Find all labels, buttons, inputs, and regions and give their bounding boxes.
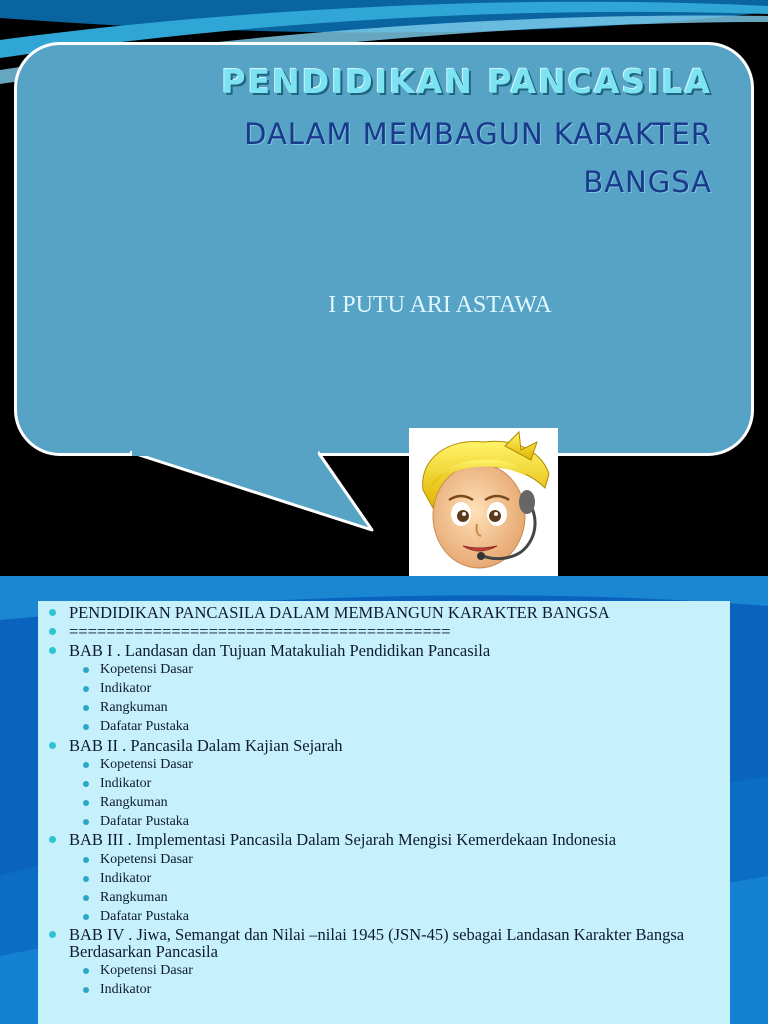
outline-item-text: Rangkuman [100, 700, 168, 716]
contents-slide [0, 576, 768, 1024]
outline-item-text: Kopetensi Dasar [100, 963, 193, 979]
bullet-icon [83, 895, 89, 901]
outline-item-text: Dafatar Pustaka [100, 719, 190, 735]
table-of-contents [46, 603, 726, 998]
outline-item-text: Dafatar Pustaka [100, 908, 190, 924]
contents-panel [38, 601, 730, 1024]
cartoon-girl-headset-icon [409, 428, 558, 576]
bullet-icon [83, 724, 89, 730]
bullet-icon [49, 931, 56, 938]
outline-item [46, 640, 726, 660]
bullet-icon [83, 781, 89, 787]
outline-subitem [46, 757, 726, 773]
outline-item-text: Indikator [100, 681, 152, 697]
outline-item-text: ========================================= [69, 622, 451, 642]
outline-subitem [46, 795, 726, 811]
outline-subitem [46, 982, 726, 998]
outline-subitem [46, 662, 726, 678]
bullet-icon [83, 762, 89, 768]
outline-item-text: Kopetensi Dasar [100, 757, 193, 773]
outline-item-text: Rangkuman [100, 889, 168, 905]
subtitle-line-1: DALAM MEMBAGUN KARAKTER [244, 117, 712, 151]
bullet-icon [83, 987, 89, 993]
outline-subitem [46, 871, 726, 887]
outline-item [46, 832, 726, 849]
outline-item-text: PENDIDIKAN PANCASILA DALAM MEMBANGUN KARAKTER BANGSA [69, 603, 610, 623]
outline-item [46, 605, 726, 622]
bullet-icon [49, 609, 56, 616]
bullet-icon [83, 800, 89, 806]
outline-subitem [46, 890, 726, 906]
subtitle-line-2: BANGSA [583, 165, 712, 199]
outline-subitem [46, 700, 726, 716]
outline-item-text: BAB IV . Jiwa, Semangat dan Nilai –nilai 1945 (JSN-45) sebagai Landasan Karakter Bangsa Berdasarkan Pancasila [69, 925, 685, 961]
outline-subitem [46, 909, 726, 925]
bullet-icon [83, 819, 89, 825]
outline-item-text: Kopetensi Dasar [100, 851, 193, 867]
bullet-icon [83, 686, 89, 692]
outline-item-text: Indikator [100, 776, 152, 792]
outline-item [46, 927, 726, 960]
bullet-icon [49, 742, 56, 749]
bullet-icon [49, 628, 56, 635]
bullet-icon [83, 667, 89, 673]
bullet-icon [83, 968, 89, 974]
bullet-icon [49, 836, 56, 843]
outline-item-text: Kopetensi Dasar [100, 662, 193, 678]
outline-item-text: Dafatar Pustaka [100, 814, 190, 830]
outline-item-text: BAB III . Implementasi Pancasila Dalam Sejarah Mengisi Kemerdekaan Indonesia [69, 830, 617, 850]
outline-item-text: BAB I . Landasan dan Tujuan Matakuliah Pendidikan Pancasila [69, 640, 491, 660]
author-name: I PUTU ARI ASTAWA [328, 292, 552, 318]
outline-subitem [46, 681, 726, 697]
outline-subitem [46, 963, 726, 979]
outline-item-text: Rangkuman [100, 795, 168, 811]
bullet-icon [83, 857, 89, 863]
outline-subitem [46, 814, 726, 830]
bullet-icon [49, 647, 56, 654]
bullet-icon [83, 705, 89, 711]
outline-subitem [46, 852, 726, 868]
outline-item-text: BAB II . Pancasila Dalam Kajian Sejarah [69, 735, 343, 755]
outline-subitem [46, 776, 726, 792]
slide-title: PENDIDIKAN PANCASILA [221, 62, 712, 101]
bullet-icon [83, 876, 89, 882]
outline-item-text: Indikator [100, 870, 152, 886]
avatar [409, 428, 558, 576]
outline-item-text: Indikator [100, 982, 152, 998]
outline-subitem [46, 719, 726, 735]
bullet-icon [83, 914, 89, 920]
outline-item [46, 735, 726, 755]
outline-item [46, 624, 726, 641]
slide-subtitle [100, 110, 712, 206]
